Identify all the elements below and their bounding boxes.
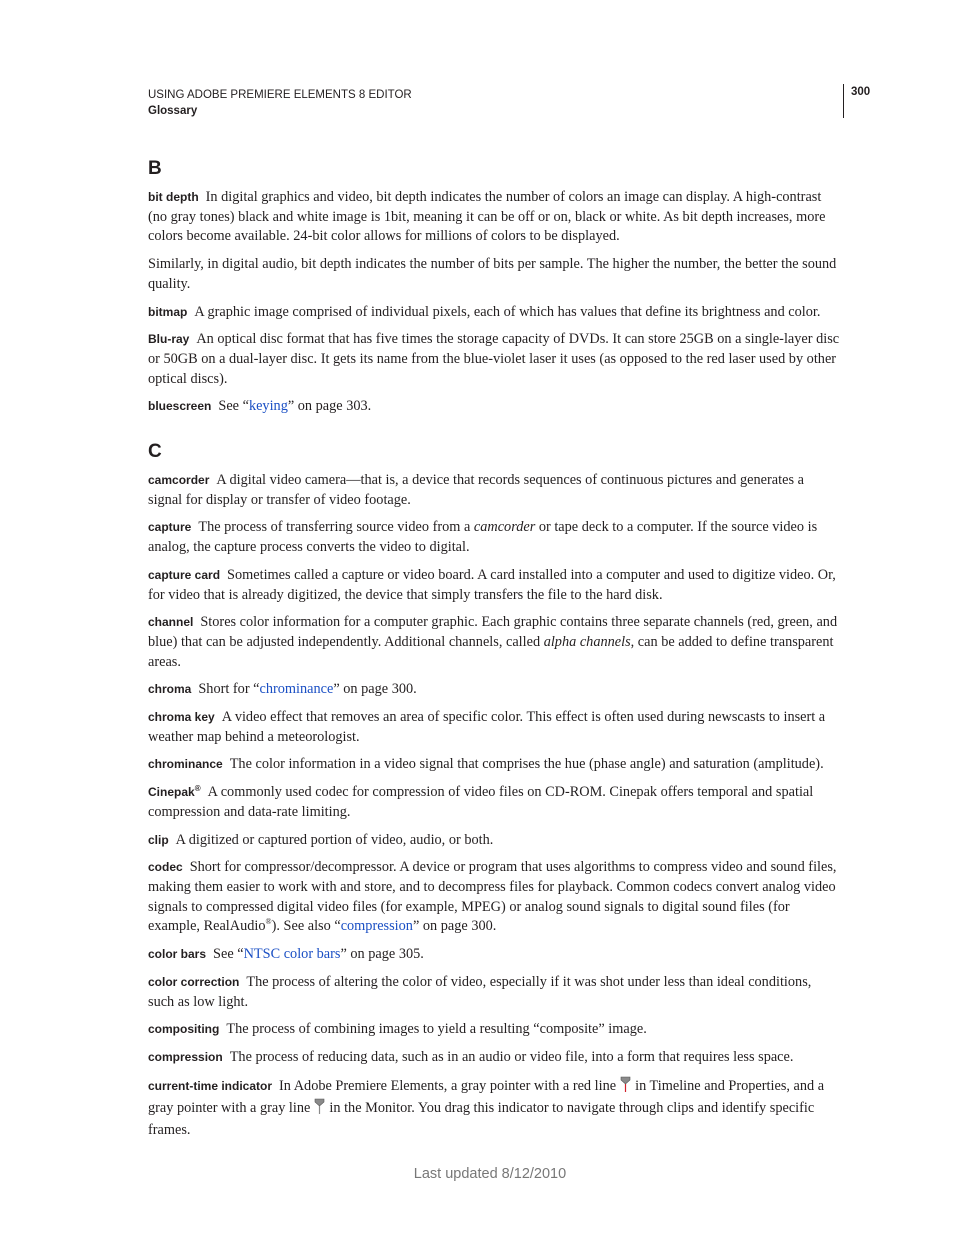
entry-definition: In digital graphics and video, bit depth indicates the number of colors an image can display. A high-contrast (no gray tones) black and white image is 1bit, meaning it can be off or on, black or white. As bit depth increases, more colors become available. 24-bit color allows for millions of colors to be displayed.	[148, 189, 826, 245]
entry-capture	[148, 518, 840, 557]
glossary-content	[148, 156, 840, 1149]
entry-text: Short for compressor/decompressor. A device or program that uses algorithms to compress video and sound files, making them easier to work with and store, and to decompress files for playback. Common codecs convert analog video signals to compressed digital video files (for example, MPEG) or analog sound signals to digital sound files (for example, RealAudio	[148, 859, 837, 935]
entry-emphasis: camcorder	[473, 519, 536, 536]
entry-text: ” on page 303.	[287, 398, 372, 415]
entry-camcorder	[148, 471, 840, 510]
link-chrominance[interactable]: chrominance	[259, 681, 334, 698]
entry-definition: A commonly used codec for compression of video files on CD-ROM. Cinepak offers temporal and spatial compression and data-rate limiting.	[148, 784, 814, 820]
entry-color-bars	[148, 945, 840, 965]
entry-text: See “	[218, 398, 249, 415]
entry-term: compression	[148, 1049, 223, 1064]
entry-term: bit depth	[148, 190, 199, 204]
entry-color-correction	[148, 973, 840, 1012]
link-keying[interactable]: keying	[248, 398, 288, 415]
entry-definition: The process of reducing data, such as in an audio or video file, into a form that requires less space.	[229, 1048, 794, 1065]
entry-codec	[148, 858, 840, 937]
entry-term: Blu-ray	[148, 332, 190, 347]
page-number: 300	[851, 86, 871, 98]
entry-text: ” on page 300.	[333, 681, 417, 698]
entry-capture-card	[148, 566, 840, 605]
entry-text: ” on page 300.	[412, 918, 497, 935]
entry-blu-ray	[148, 330, 840, 389]
section-title: Glossary	[148, 105, 198, 117]
entry-text: or tape deck to a computer. If the source video is analog, the capture process converts the video to digital.	[148, 519, 818, 556]
entry-definition: The color information in a video signal that comprises the hue (phase angle) and saturation (amplitude).	[229, 756, 824, 773]
entry-term: capture	[148, 520, 192, 535]
entry-definition: A digital video camera—that is, a device that records sequences of continuous pictures and generates a signal for display or transfer of video footage.	[148, 472, 804, 508]
entry-compression	[148, 1048, 840, 1068]
entry-definition: A video effect that removes an area of specific color. This effect is often used during newscasts to insert a weather map behind a meteorologist.	[148, 709, 826, 745]
entry-text: The process of transferring source video from a	[198, 519, 474, 536]
entry-term: capture card	[148, 567, 221, 582]
entry-text: in the Monitor. You drag this indicator to navigate through clips and identify specific frames.	[148, 1100, 815, 1139]
doc-title: USING ADOBE PREMIERE ELEMENTS 8 EDITOR	[148, 89, 412, 101]
entry-term: bitmap	[148, 304, 188, 319]
entry-channel	[148, 613, 840, 672]
entry-term: compositing	[148, 1022, 220, 1037]
section-letter-c: C	[148, 441, 162, 463]
link-ntsc-color-bars[interactable]: NTSC color bars	[243, 946, 341, 963]
footer-last-updated: Last updated 8/12/2010	[413, 1166, 567, 1182]
entry-text: ” on page 305.	[340, 946, 424, 963]
entry-definition: An optical disc format that has five times the storage capacity of DVDs. It can store 25GB on a single-layer disc or 50GB on a dual-layer disc. It gets its name from the blue-violet laser it uses (as opposed to the red laser used by other optical discs).	[148, 331, 840, 387]
entry-text: , can be added to define transparent areas.	[148, 633, 834, 670]
entry-text: in Timeline and Properties, and a gray pointer with a gray line	[148, 1077, 825, 1117]
section-letter-b: B	[148, 158, 162, 179]
entry-term: camcorder	[148, 473, 210, 488]
entry-term: bluescreen	[148, 399, 212, 414]
entry-text: Short for “	[198, 681, 260, 698]
entry-text: In Adobe Premiere Elements, a gray pointer with a red line	[279, 1077, 617, 1094]
entry-bluescreen	[148, 397, 840, 417]
entry-emphasis: alpha channels	[543, 633, 631, 650]
entry-bit-depth	[148, 188, 840, 247]
entry-definition: A digitized or captured portion of video, audio, or both.	[175, 831, 494, 848]
entry-text: Stores color information for a computer graphic. Each graphic contains three separate channels (red, green, and blue) that can be adjusted independently. Additional channels, called	[148, 614, 838, 650]
header-divider	[843, 84, 844, 118]
cti-gray-line-icon	[314, 1098, 325, 1121]
entry-term: color correction	[148, 974, 240, 989]
entry-term: codec	[148, 860, 183, 875]
entry-term: clip	[148, 832, 169, 847]
entry-term: current-time indicator	[148, 1078, 273, 1093]
registered-mark: ®	[194, 784, 201, 794]
entry-term: chroma key	[148, 710, 215, 725]
entry-text: ). See also “	[271, 918, 341, 935]
entry-term: chroma	[148, 682, 192, 697]
entry-term: chrominance	[148, 757, 223, 772]
entry-definition: Sometimes called a capture or video board. A card installed into a computer and used to digitize video. Or, for video that is already digitized, the device that simply transfers the file to the hard disk.	[148, 566, 836, 603]
entry-bit-depth-continued: Similarly, in digital audio, bit depth indicates the number of bits per sample. The higher the number, the better the sound quality.	[148, 256, 837, 292]
running-header	[148, 87, 412, 119]
entry-definition: A graphic image comprised of individual pixels, each of which has values that define its brightness and color.	[194, 303, 821, 320]
entry-definition: The process of altering the color of video, especially if it was shot under less than ideal conditions, such as low light.	[148, 973, 812, 1010]
registered-mark: ®	[265, 917, 272, 927]
entry-term	[148, 785, 201, 799]
entry-cinepak	[148, 783, 840, 822]
entry-current-time-indicator	[148, 1076, 840, 1141]
entry-term-text: Cinepak	[148, 785, 195, 800]
entry-chroma-key	[148, 708, 840, 747]
entry-chrominance	[148, 755, 840, 775]
entry-definition: The process of combining images to yield a resulting “composite” image.	[226, 1021, 647, 1038]
entry-text: See “	[213, 946, 244, 963]
entry-bitmap	[148, 303, 840, 323]
entry-term: channel	[148, 615, 194, 630]
link-compression[interactable]: compression	[340, 918, 413, 935]
cti-red-line-icon	[620, 1076, 631, 1099]
entry-clip	[148, 831, 840, 851]
entry-term: color bars	[148, 947, 207, 962]
entry-chroma	[148, 680, 840, 700]
entry-compositing	[148, 1020, 840, 1040]
